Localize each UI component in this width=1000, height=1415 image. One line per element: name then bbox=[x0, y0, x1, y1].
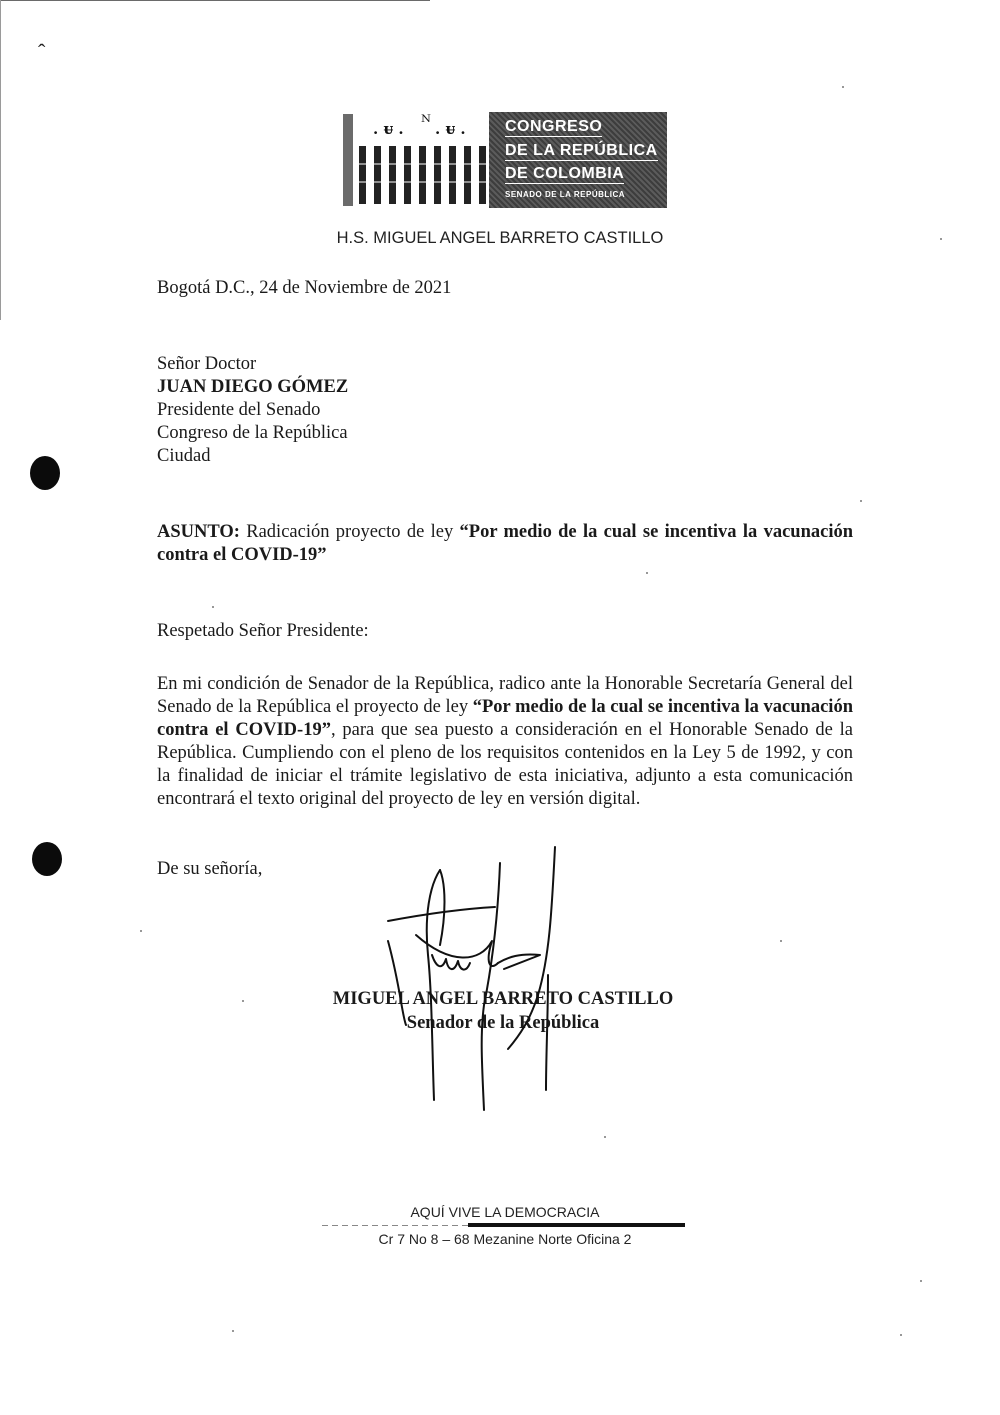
letter-date: Bogotá D.C., 24 de Noviembre de 2021 bbox=[157, 278, 452, 298]
logo-text-block bbox=[489, 112, 667, 208]
logo-line-senado: SENADO DE LA REPÚBLICA bbox=[505, 190, 626, 199]
footer-motto: AQUÍ VIVE LA DEMOCRACIA bbox=[410, 1204, 600, 1220]
greeting: Respetado Señor Presidente: bbox=[157, 621, 369, 641]
scan-speck bbox=[860, 500, 862, 502]
scan-speck bbox=[140, 930, 142, 932]
footer-rule-faint bbox=[322, 1225, 468, 1226]
scan-speck bbox=[780, 940, 782, 942]
body-text-part2: , para que sea puesto a consideración en el Honorable Senado de la República. Cumpliendo con el pleno de los requisitos contenidos en la Ley 5 de 1992, y con la finalidad de iniciar el trámite legislativo de esta iniciativa, adjunto a esta comunicación encontrará el texto original del proyecto de ley en versión digital. bbox=[157, 720, 853, 809]
scan-speck bbox=[604, 1136, 606, 1138]
scan-speck bbox=[232, 1330, 234, 1332]
capitol-columns-icon bbox=[343, 112, 489, 208]
svg-text:ᴺ: ᴺ bbox=[421, 112, 431, 133]
scan-speck bbox=[842, 86, 844, 88]
svg-text:. ᵾ .: . ᵾ . bbox=[435, 120, 466, 138]
body-text-part1: En mi condición de Senador de la República, radico ante la Honorable Secretaría General del Senado de la República el proyecto de ley bbox=[157, 674, 853, 717]
punch-hole-top bbox=[30, 456, 60, 490]
subject-label: ASUNTO: bbox=[157, 522, 240, 542]
logo-line-colombia: DE COLOMBIA bbox=[505, 165, 625, 182]
scan-edge-left bbox=[0, 0, 1, 320]
body-bill-title: “Por medio de la cual se incentiva la vacunación contra el COVID-19” bbox=[157, 697, 853, 740]
recipient-title: Presidente del Senado bbox=[157, 400, 321, 420]
scan-speck bbox=[646, 572, 648, 574]
recipient-name: JUAN DIEGO GÓMEZ bbox=[157, 377, 349, 397]
subject-line bbox=[157, 521, 853, 567]
logo-line-republica: DE LA REPÚBLICA bbox=[505, 142, 658, 159]
footer-rule bbox=[468, 1223, 685, 1227]
closing: De su señoría, bbox=[157, 859, 263, 879]
signatory-name: MIGUEL ANGEL BARRETO CASTILLO bbox=[332, 989, 674, 1009]
corner-scan-mark: ꞈ bbox=[38, 22, 48, 47]
handwritten-signature bbox=[380, 845, 580, 1115]
recipient-salutation: Señor Doctor bbox=[157, 354, 257, 374]
punch-hole-bottom bbox=[32, 842, 62, 876]
logo-line-congreso: CONGRESO bbox=[505, 118, 603, 135]
subject-text: Radicación proyecto de ley bbox=[239, 522, 460, 542]
footer-address: Cr 7 No 8 – 68 Mezanine Norte Oficina 2 bbox=[378, 1231, 632, 1247]
subject-bill-title: “Por medio de la cual se incentiva la vacunación contra el COVID-19” bbox=[157, 522, 853, 565]
scan-edge-top bbox=[0, 0, 430, 1]
scan-speck bbox=[212, 606, 214, 608]
sender-name: H.S. MIGUEL ANGEL BARRETO CASTILLO bbox=[336, 229, 664, 247]
svg-text:. ᵾ .: . ᵾ . bbox=[373, 120, 404, 138]
recipient-city: Ciudad bbox=[157, 446, 211, 466]
signatory-role: Senador de la República bbox=[406, 1013, 600, 1033]
scan-speck bbox=[900, 1334, 902, 1336]
recipient-block bbox=[157, 353, 348, 468]
scan-speck bbox=[920, 1280, 922, 1282]
body-paragraph bbox=[157, 673, 853, 811]
congress-logo bbox=[343, 112, 667, 208]
recipient-organization: Congreso de la República bbox=[157, 423, 348, 443]
